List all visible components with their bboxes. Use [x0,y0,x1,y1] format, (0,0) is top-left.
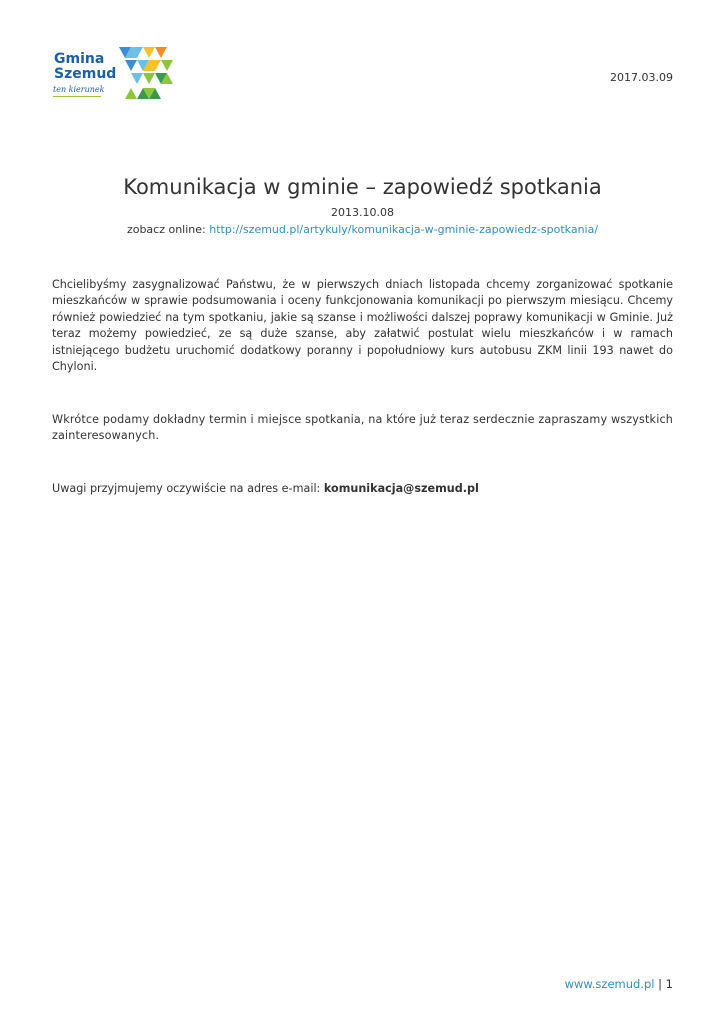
paragraph-1: Chcielibyśmy zasygnalizować Państwu, że w pierwszych dniach listopada chcemy zorganizować spotkanie mieszkańców w sprawie podsumowania i oceny funkcjonowania komunikacji po pierwszym miesiącu. Chcemy również powiedzieć na tym spotkaniu, jakie są szanse i możliwości dalszej poprawy komunikacji w Gminie. Już teraz możemy powiedzieć, ze są duże szanse, aby załatwić postulat wielu mieszkańców i w ramach istniejącego budżetu uruchomić dodatkowy poranny i popołudniowy kurs autobusu ZKM linii 193 nawet do Chyloni. [52,278,673,374]
paragraph-2: Wkrótce podamy dokładny termin i miejsce spotkania, na które już teraz serdecznie zapraszamy wszystkich zainteresowanych. [52,413,673,443]
logo-line-2: Szemud [54,66,117,82]
gmina-szemud-logo [51,47,181,105]
contact-text: Uwagi przyjmujemy oczywiście na adres e-mail: [52,482,324,495]
footer-site-link[interactable]: www.szemud.pl [564,977,655,991]
logo-tagline-underline [53,96,101,97]
logo-tagline: ten kierunek [53,85,105,94]
logo-line-1: Gmina [54,51,105,67]
page-footer [565,977,673,991]
triangle-mosaic-icon [119,47,177,101]
footer-separator: | [654,977,666,991]
header-date: 2017.03.09 [610,71,673,84]
article-date: 2013.10.08 [331,206,394,219]
contact-email[interactable]: komunikacja@szemud.pl [323,482,479,495]
page-number: 1 [665,977,673,991]
online-label: zobacz online: [126,223,210,236]
online-link-line [0,223,725,236]
article-title: Komunikacja w gminie – zapowiedź spotkania [123,175,602,199]
contact-paragraph [52,481,673,497]
logo-wordmark [54,52,116,82]
article-url-link[interactable]: http://szemud.pl/artykuly/komunikacja-w-gminie-zapowiedz-spotkania/ [209,223,599,236]
